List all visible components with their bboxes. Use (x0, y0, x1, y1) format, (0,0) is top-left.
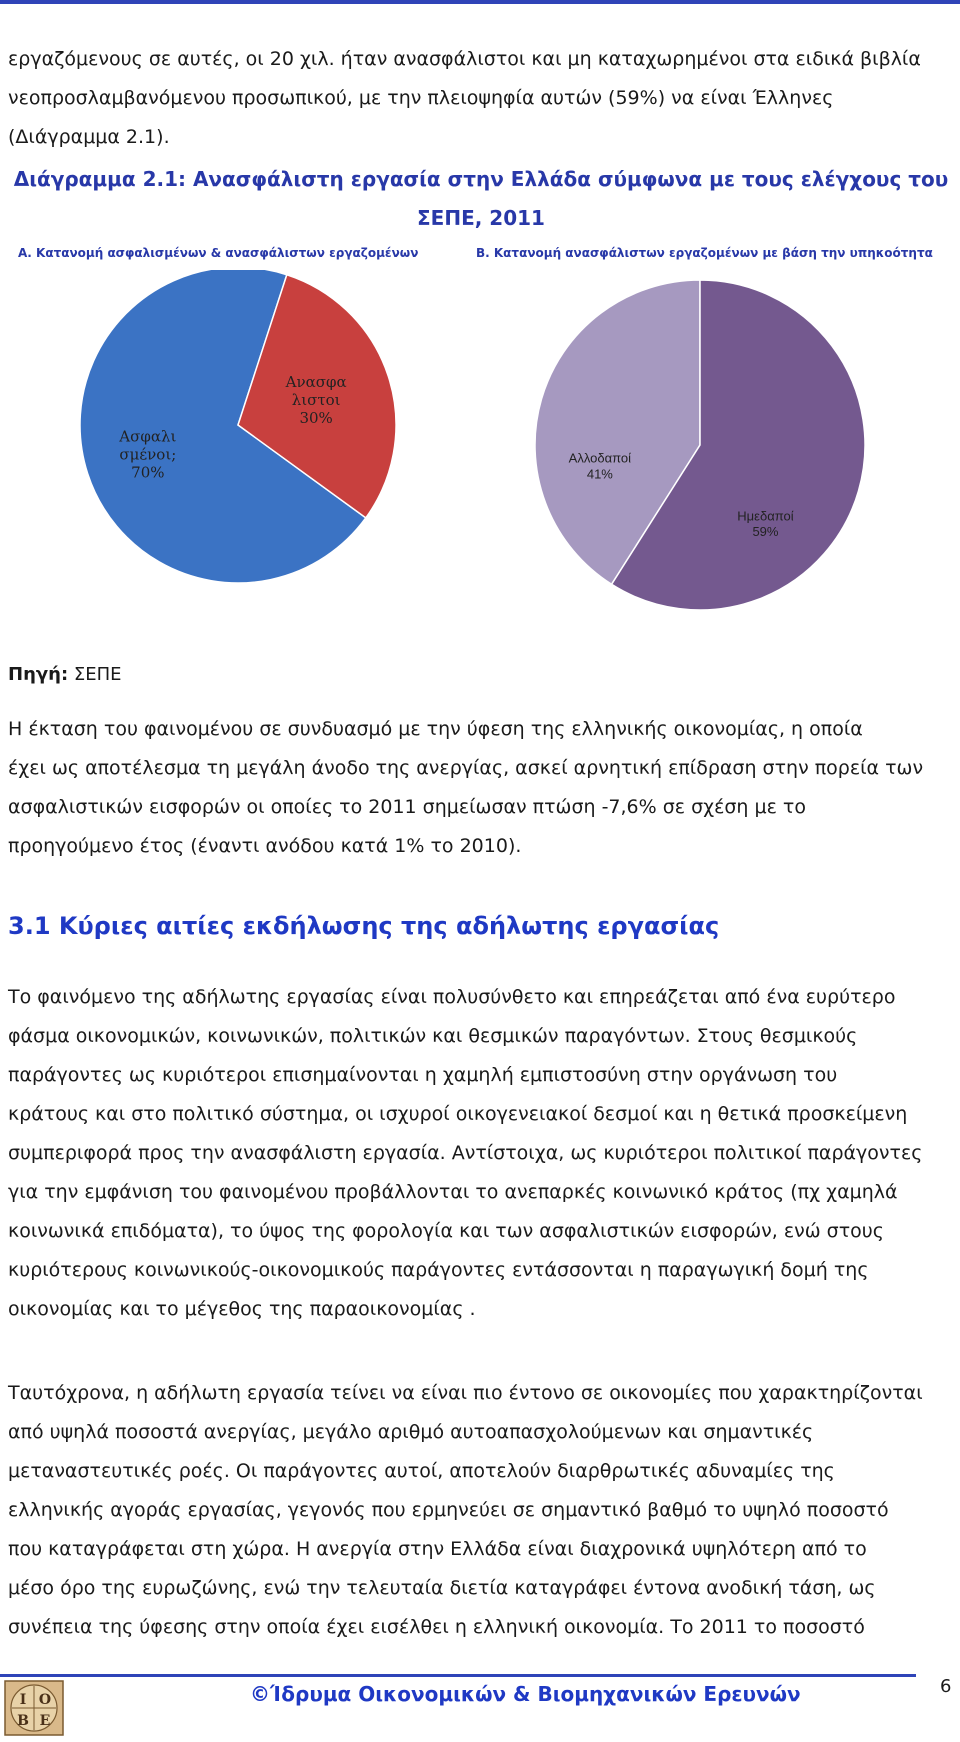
top-rule (0, 0, 960, 4)
figure-caption-line: ΣΕΠΕ, 2011 (417, 206, 545, 230)
intro-line: (Διάγραμμα 2.1). (8, 126, 170, 148)
page-number: 6 (940, 1676, 952, 1697)
pie-label-line: Αλλοδαποί (568, 450, 632, 466)
paragraph-line: κράτους και στο πολιτικό σύστημα, οι ισχυροί οικογενειακοί δεσμοί και η θετικά προσκείμενη (8, 1103, 908, 1125)
intro-line: νεοπροσλαμβανόμενου προσωπικού, με την πλειοψηφία αυτών (59%) να είναι Έλληνες (8, 87, 834, 109)
source-value: ΣΕΠΕ (73, 664, 122, 685)
figure-caption (8, 160, 954, 238)
pie-label-line: 41% (586, 466, 613, 482)
paragraph-line: Το φαινόμενο της αδήλωτης εργασίας είναι πολυσύνθετο και επηρεάζεται από ένα ευρύτερο (8, 986, 896, 1008)
intro-paragraph (8, 40, 954, 157)
section-heading: 3.1 Κύριες αιτίες εκδήλωσης της αδήλωτης εργασίας (8, 912, 720, 940)
paragraph-line: κυριότερους κοινωνικούς-οικονομικούς παράγοντες εντάσσονται η παραγωγική δομή της (8, 1259, 869, 1281)
intro-line: εργαζόμενους σε αυτές, οι 20 χιλ. ήταν ανασφάλιστοι και μη καταχωρημένοι στα ειδικά βιβλία (8, 48, 921, 70)
paragraph-1 (8, 710, 954, 866)
paragraph-line: συμπεριφορά προς την ανασφάλιστη εργασία. Αντίστοιχα, ως κυριότεροι πολιτικοί παράγοντες (8, 1142, 923, 1164)
chart-a-title: Α. Κατανομή ασφαλισμένων & ανασφάλιστων εργαζομένων (18, 246, 419, 260)
paragraph-line: Η έκταση του φαινομένου σε συνδυασμό με την ύφεση της ελληνικής οικονομίας, η οποία (8, 718, 863, 740)
logo-letter: Ο (38, 1692, 52, 1708)
pie-label-line: Ανασφα (285, 372, 347, 391)
pie-label-line: 59% (752, 523, 779, 539)
paragraph-line: φάσμα οικονομικών, κοινωνικών, πολιτικών και θεσμικών παραγόντων. Στους θεσμικούς (8, 1025, 858, 1047)
footer-org-name: ©Ίδρυμα Οικονομικών & Βιομηχανικών Ερευνών (250, 1682, 801, 1706)
paragraph-line: οικονομίας και το μέγεθος της παραοικονομίας . (8, 1298, 476, 1320)
pie-label-line: Ασφαλι (119, 427, 177, 446)
chart-b-title: Β. Κατανομή ανασφάλιστων εργαζομένων με βάση την υπηκοότητα (476, 246, 933, 260)
paragraph-line: κοινωνικά επιδόματα), το ύψος της φορολογία και των ασφαλιστικών εισφορών, ενώ στους (8, 1220, 884, 1242)
footer-rule (0, 1674, 916, 1677)
source-label: Πηγή: (8, 664, 69, 685)
figure-source (8, 662, 122, 688)
pie-label-line: 30% (299, 408, 333, 427)
paragraph-3 (8, 1374, 954, 1647)
paragraph-line: συνέπεια της ύφεσης στην οποία έχει εισέλθει η ελληνική οικονομία. Το 2011 το ποσοστό (8, 1616, 865, 1638)
figure-caption-line: Διάγραμμα 2.1: Ανασφάλιστη εργασία στην Ελλάδα σύμφωνα με τους ελέγχους του (13, 167, 949, 191)
paragraph-line: έχει ως αποτέλεσμα τη μεγάλη άνοδο της ανεργίας, ασκεί αρνητική επίδραση στην πορεία των (8, 757, 924, 779)
logo-letter: Β (17, 1713, 29, 1729)
pie-charts (0, 270, 960, 610)
paragraph-line: που καταγράφεται στη χώρα. Η ανεργία στην Ελλάδα είναι διαχρονικά υψηλότερη από το (8, 1538, 867, 1560)
logo-letter: Ι (19, 1692, 27, 1708)
pie-label-line: λιστοι (291, 390, 341, 409)
pie-label-line: σμένοι; (119, 445, 177, 464)
paragraph-line: μεταναστευτικές ροές. Οι παράγοντες αυτοί, αποτελούν διαρθρωτικές αδυναμίες της (8, 1460, 835, 1482)
paragraph-line: Ταυτόχρονα, η αδήλωτη εργασία τείνει να είναι πιο έντονο σε οικονομίες που χαρακτηρίζονται (8, 1382, 923, 1404)
iobe-logo (4, 1680, 64, 1736)
pie-label-line: 70% (131, 463, 165, 482)
paragraph-line: για την εμφάνιση του φαινομένου προβάλλονται το ανεπαρκές κοινωνικό κράτος (πχ χαμηλά (8, 1181, 898, 1203)
paragraph-line: από υψηλά ποσοστά ανεργίας, μεγάλο αριθμό αυτοαπασχολούμενων και σημαντικές (8, 1421, 814, 1443)
logo-letter: Ε (39, 1713, 51, 1729)
paragraph-line: παράγοντες ως κυριότεροι επισημαίνονται η χαμηλή εμπιστοσύνη στην οργάνωση του (8, 1064, 838, 1086)
paragraph-line: προηγούμενο έτος (έναντι ανόδου κατά 1% το 2010). (8, 835, 522, 857)
paragraph-line: ασφαλιστικών εισφορών οι οποίες το 2011 σημείωσαν πτώση -7,6% σε σχέση με το (8, 796, 806, 818)
paragraph-line: μέσο όρο της ευρωζώνης, ενώ την τελευταία διετία καταγράφει έντονα ανοδική τάση, ως (8, 1577, 876, 1599)
paragraph-line: ελληνικής αγοράς εργασίας, γεγονός που ερμηνεύει σε σημαντικό βαθμό το υψηλό ποσοστό (8, 1499, 889, 1521)
pie-label-line: Ημεδαποί (737, 508, 794, 524)
paragraph-2 (8, 978, 954, 1329)
